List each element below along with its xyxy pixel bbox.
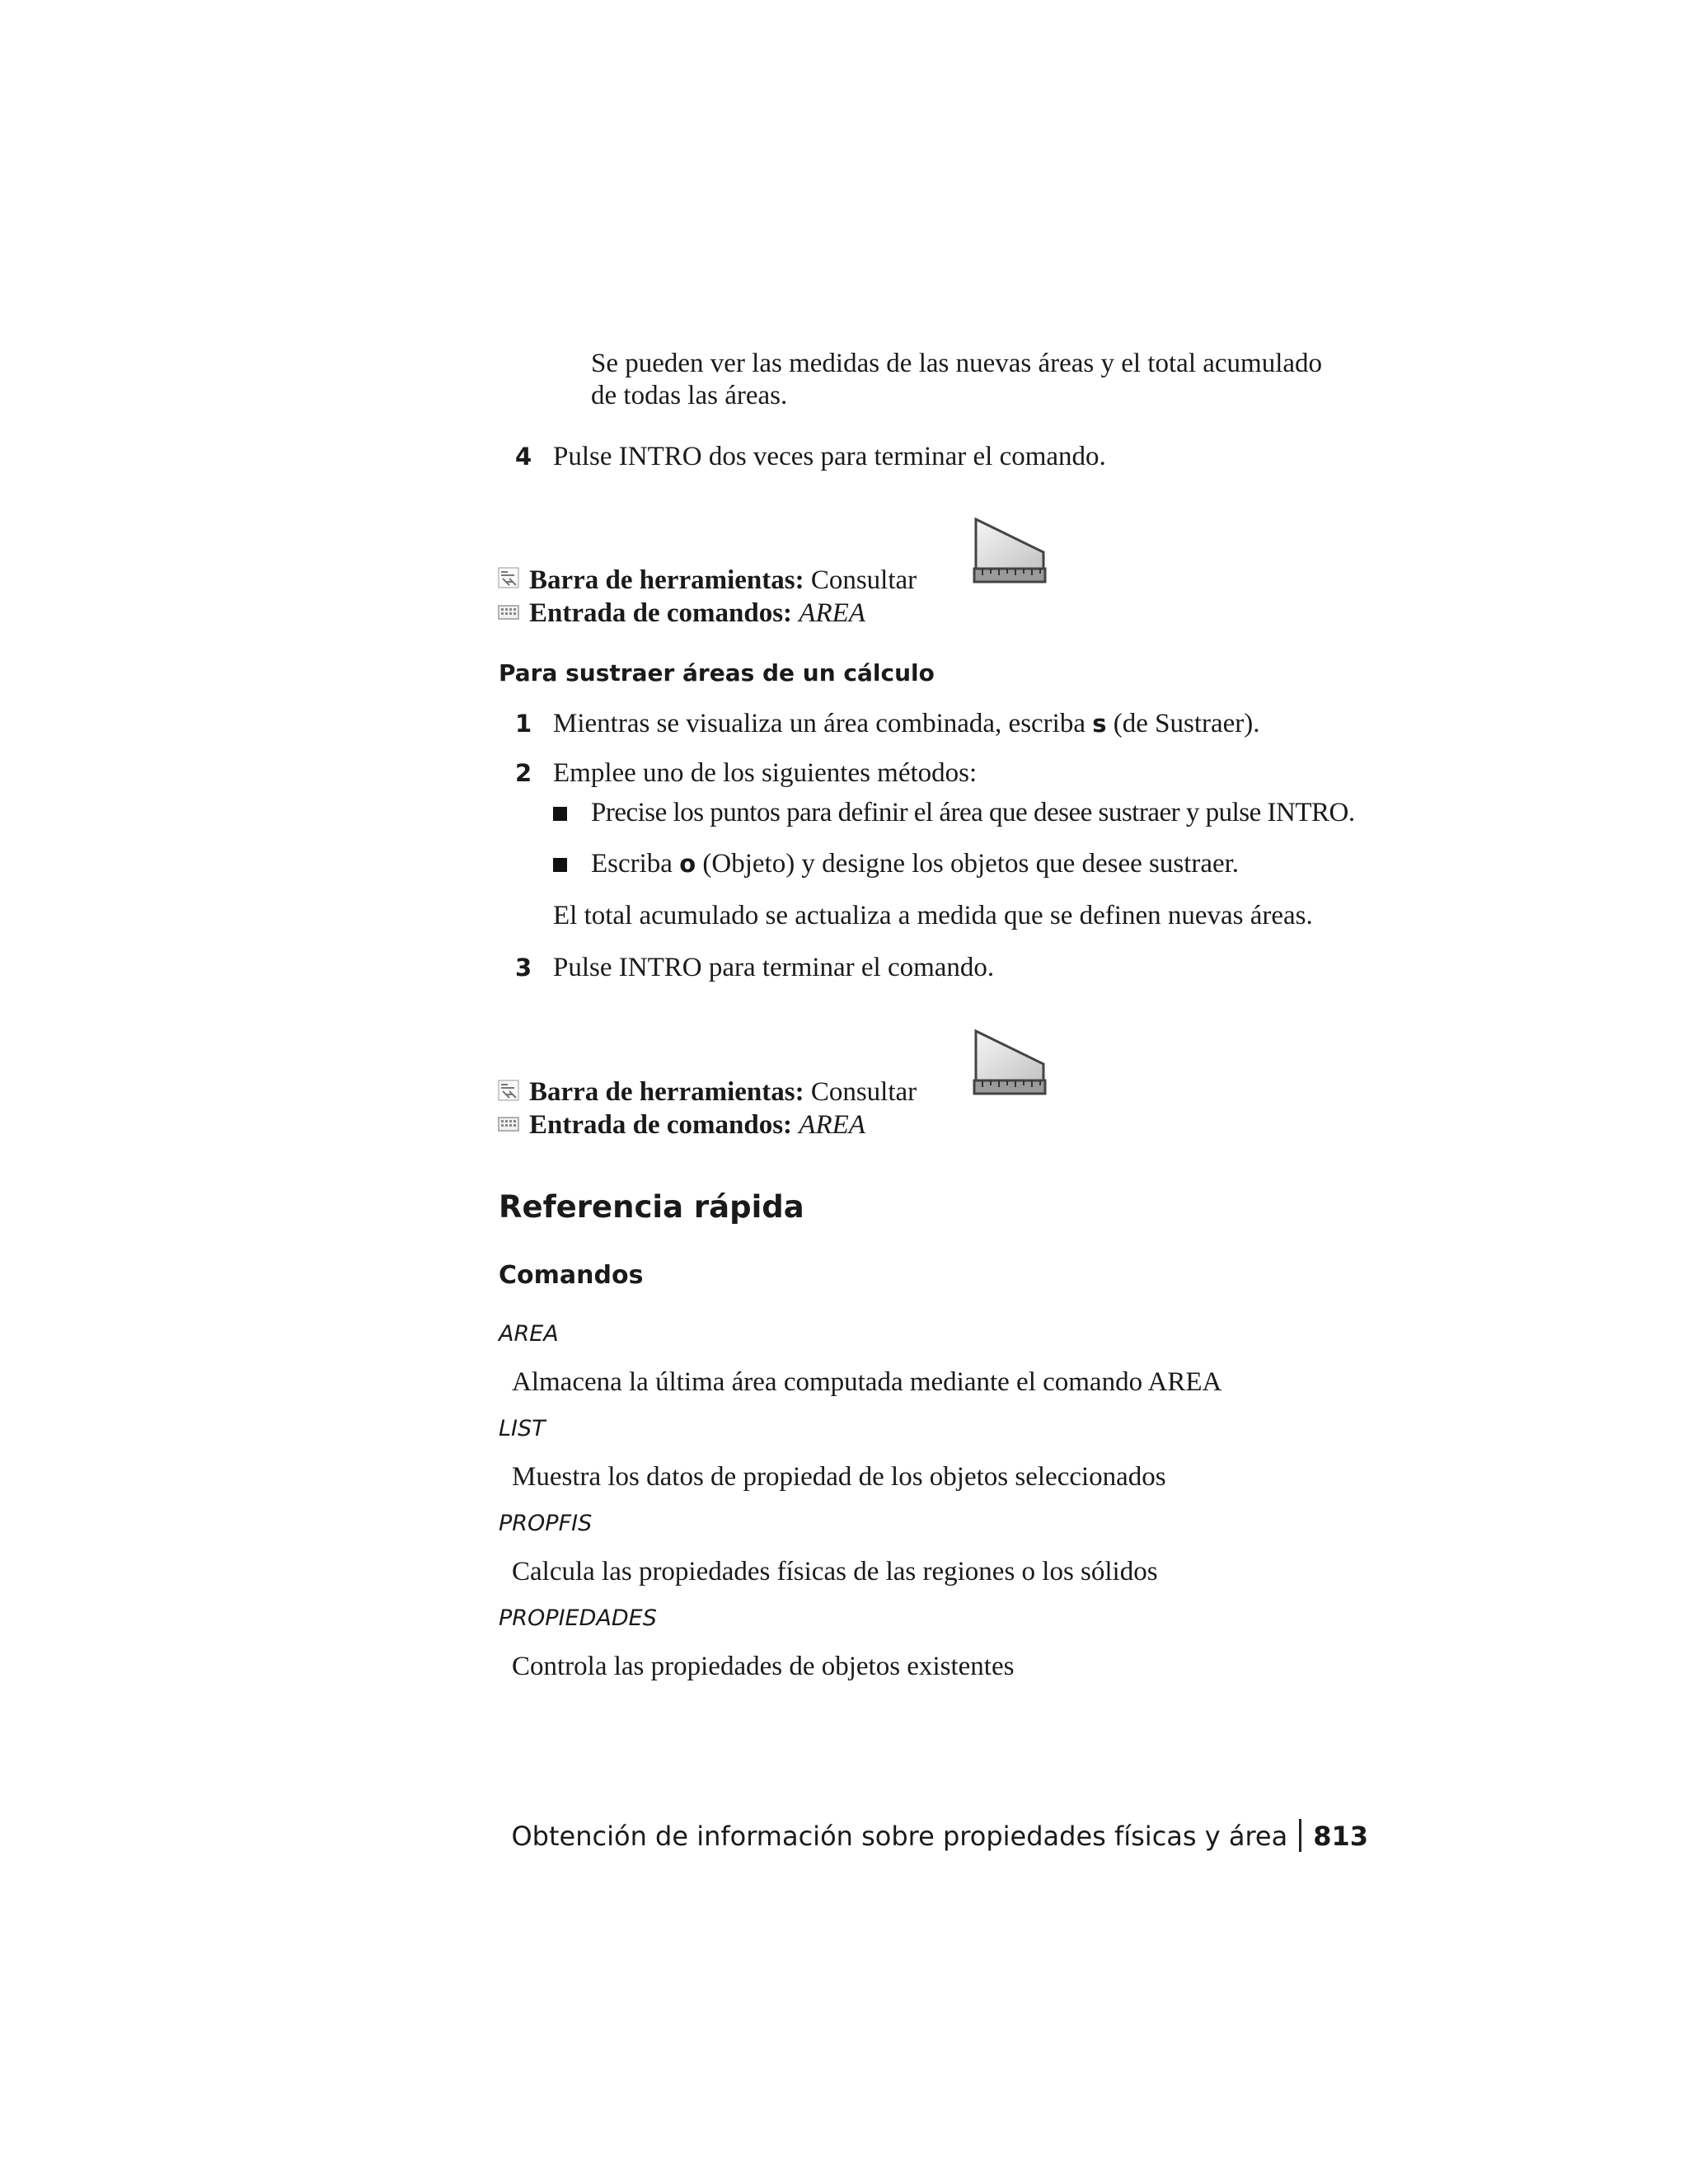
bullet-text-pre: Escriba xyxy=(591,849,673,879)
command-description: Controla las propiedades de objetos existentes xyxy=(512,1652,1015,1681)
bullet-square-icon xyxy=(553,807,567,821)
step-text xyxy=(553,707,1260,740)
command-value: AREA xyxy=(799,598,865,628)
quickref-title: Referencia rápida xyxy=(499,1189,804,1225)
toolbar-icon xyxy=(498,1080,519,1101)
command-label: Entrada de comandos: xyxy=(529,1110,793,1140)
command-description: Muestra los datos de propiedad de los objetos seleccionados xyxy=(512,1462,1166,1492)
step-number: 3 xyxy=(515,954,532,982)
command-term: AREA xyxy=(499,1321,559,1347)
keyboard-icon xyxy=(498,602,519,623)
toolbar-icon xyxy=(498,567,519,588)
step-number: 2 xyxy=(515,759,532,787)
step-text-pre: Mientras se visualiza un área combinada, escriba xyxy=(553,709,1085,738)
command-line xyxy=(529,597,865,630)
command-description: Calcula las propiedades físicas de las regiones o los sólidos xyxy=(512,1557,1158,1586)
toolbar-label: Barra de herramientas: xyxy=(529,565,804,595)
toolbar-line xyxy=(529,564,917,597)
key-letter: s xyxy=(1092,710,1107,738)
area-tool-icon xyxy=(973,516,1047,588)
command-value: AREA xyxy=(799,1110,865,1140)
bullet-text: Precise los puntos para definir el área que desee sustraer y pulse INTRO. xyxy=(591,798,1355,827)
command-term: PROPIEDADES xyxy=(499,1605,657,1631)
key-letter: o xyxy=(679,850,696,878)
bullet-text xyxy=(591,847,1239,880)
command-label: Entrada de comandos: xyxy=(529,598,793,628)
running-total-note: El total acumulado se actualiza a medida que se definen nuevas áreas. xyxy=(553,901,1313,930)
command-line xyxy=(529,1108,865,1141)
commands-heading: Comandos xyxy=(499,1261,644,1290)
footer-separator xyxy=(1299,1819,1301,1852)
command-term: LIST xyxy=(499,1416,546,1441)
step-number: 1 xyxy=(515,710,532,738)
bullet-text-post: (Objeto) y designe los objetos que desee sustraer. xyxy=(702,849,1240,879)
intro-line-1: Se pueden ver las medidas de las nuevas áreas y el total acumulado xyxy=(591,349,1323,378)
toolbar-line xyxy=(529,1076,917,1108)
bullet-square-icon xyxy=(553,858,567,872)
section-heading: Para sustraer áreas de un cálculo xyxy=(499,659,935,687)
toolbar-label: Barra de herramientas: xyxy=(529,1077,804,1107)
keyboard-icon xyxy=(498,1113,519,1135)
intro-line-2: de todas las áreas. xyxy=(591,381,788,410)
step-text: Emplee uno de los siguientes métodos: xyxy=(553,758,978,788)
step-text: Pulse INTRO para terminar el comando. xyxy=(553,953,995,982)
toolbar-value: Consultar xyxy=(810,1077,917,1107)
toolbar-value: Consultar xyxy=(810,565,917,595)
step-text: Pulse INTRO dos veces para terminar el comando. xyxy=(553,442,1106,471)
page-number: 813 xyxy=(1313,1821,1368,1852)
step-text-post: (de Sustraer). xyxy=(1113,709,1260,738)
page-footer xyxy=(511,1819,1368,1853)
command-term: PROPFIS xyxy=(499,1511,593,1536)
chapter-title: Obtención de información sobre propiedades físicas y área xyxy=(511,1821,1288,1852)
area-tool-icon xyxy=(973,1028,1047,1100)
command-description: Almacena la última área computada mediante el comando AREA xyxy=(512,1367,1222,1397)
step-number: 4 xyxy=(515,443,532,471)
